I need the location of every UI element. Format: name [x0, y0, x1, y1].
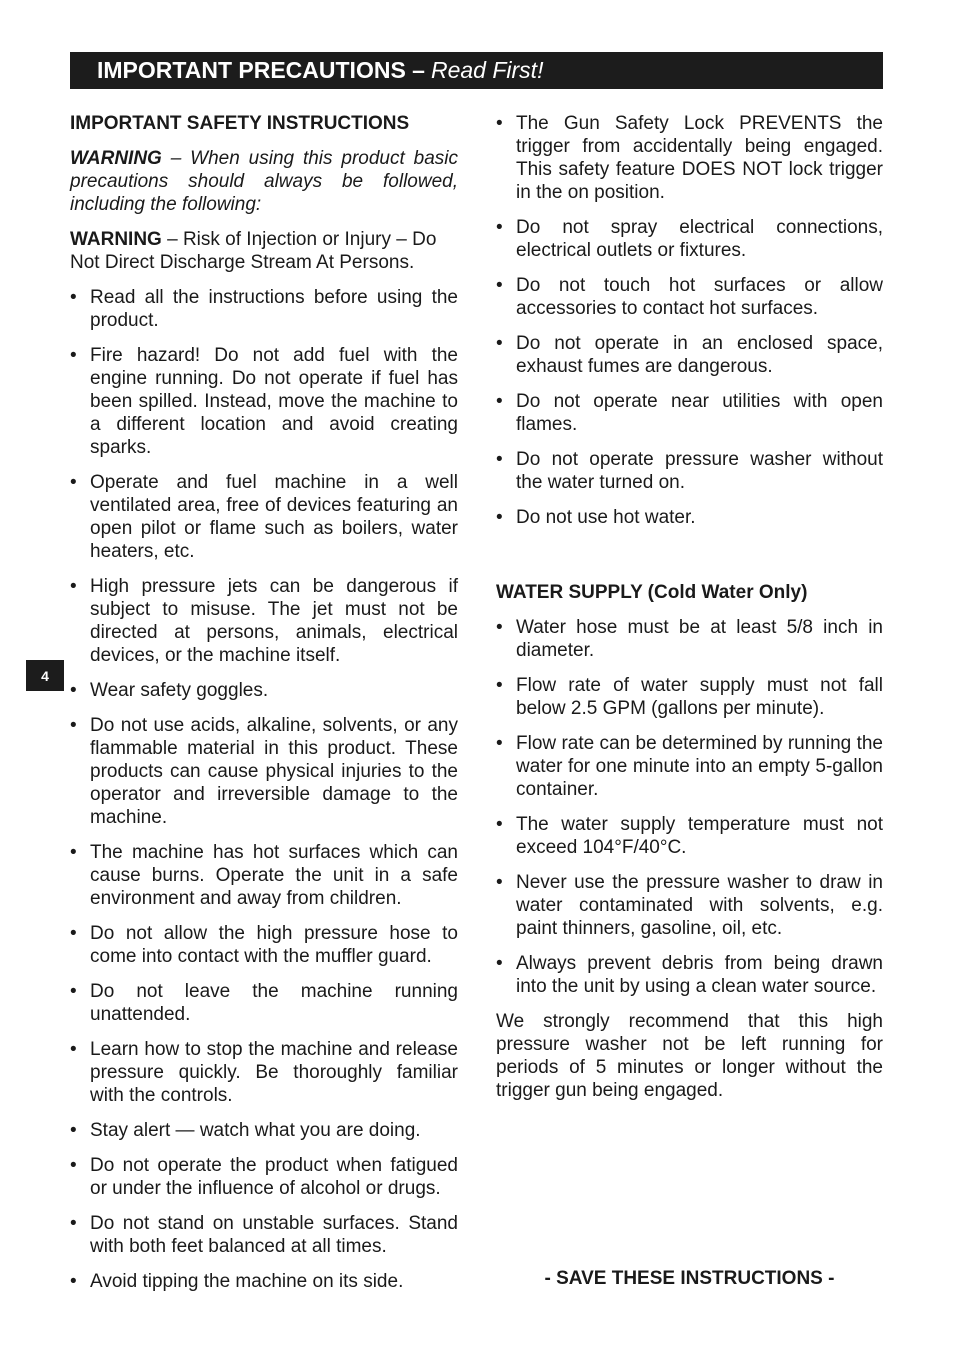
list-item: • High pressure jets can be dangerous if subject to misuse. The jet must not be directed at persons, animals, electrical devices, or the machine itself. — [70, 575, 458, 667]
warning-label: WARNING — [70, 148, 162, 169]
water-supply-heading: WATER SUPPLY (Cold Water Only) — [496, 582, 808, 603]
save-instructions-footer: - SAVE THESE INSTRUCTIONS - — [544, 1268, 835, 1289]
list-item: • The water supply temperature must not exceed 104°F/40°C. — [496, 813, 883, 859]
list-item: • Do not operate pressure washer without the water turned on. — [496, 448, 883, 494]
list-item: • The machine has hot surfaces which can cause burns. Operate the unit in a safe environment and away from children. — [70, 841, 458, 910]
warning-general — [70, 147, 458, 216]
right-column — [496, 112, 883, 1102]
list-item: • Never use the pressure washer to draw in water contaminated with solvents, e.g. paint thinners, gasoline, oil, etc. — [496, 871, 883, 940]
list-item: • Learn how to stop the machine and release pressure quickly. Be thoroughly familiar with the controls. — [70, 1038, 458, 1107]
warning-label: WARNING — [70, 229, 162, 250]
list-item: • Do not allow the high pressure hose to come into contact with the muffler guard. — [70, 922, 458, 968]
list-item: • Do not use hot water. — [496, 506, 883, 529]
warning-text: – When using this product basic precautions should always be followed, including the following: — [70, 148, 458, 215]
list-item: • Avoid tipping the machine on its side. — [70, 1270, 458, 1293]
list-item: • Do not operate near utilities with open flames. — [496, 390, 883, 436]
left-column — [70, 112, 458, 1305]
page-number: 4 — [41, 667, 49, 684]
safety-list-continued — [496, 112, 883, 529]
list-item: • Do not operate in an enclosed space, exhaust fumes are dangerous. — [496, 332, 883, 378]
warning-injection — [70, 228, 458, 274]
list-item: • Operate and fuel machine in a well ventilated area, free of devices featuring an open pilot or flame such as boilers, water heaters, etc. — [70, 471, 458, 563]
list-item: • Do not use acids, alkaline, solvents, or any flammable material in this product. These products can cause physical injuries to the operator and irreversible damage to the machine. — [70, 714, 458, 829]
page-header — [70, 52, 883, 89]
list-item: • Do not stand on unstable surfaces. Stand with both feet balanced at all times. — [70, 1212, 458, 1258]
recommendation-paragraph: We strongly recommend that this high pressure washer not be left running for periods of 5 minutes or longer without the trigger gun being engaged. — [496, 1011, 883, 1101]
list-item: • Read all the instructions before using the product. — [70, 286, 458, 332]
list-item: • Wear safety goggles. — [70, 679, 458, 702]
warning-text: – Risk of Injection or Injury – Do Not Direct Discharge Stream At Persons. — [70, 229, 437, 273]
list-item: • Flow rate can be determined by running the water for one minute into an empty 5-gallon container. — [496, 732, 883, 801]
header-subtitle: Read First! — [430, 57, 544, 83]
section-spacer — [496, 541, 883, 581]
list-item: • Do not leave the machine running unattended. — [70, 980, 458, 1026]
safety-heading: IMPORTANT SAFETY INSTRUCTIONS — [70, 113, 410, 134]
list-item: • Stay alert — watch what you are doing. — [70, 1119, 458, 1142]
list-item: • Fire hazard! Do not add fuel with the engine running. Do not operate if fuel has been spilled. Instead, move the machine to a different location and avoid creating sparks. — [70, 344, 458, 459]
header-title: IMPORTANT PRECAUTIONS – — [97, 57, 425, 83]
safety-list — [70, 286, 458, 1293]
list-item: • Flow rate of water supply must not fall below 2.5 GPM (gallons per minute). — [496, 674, 883, 720]
list-item: • Always prevent debris from being drawn into the unit by using a clean water source. — [496, 952, 883, 998]
list-item: • Water hose must be at least 5/8 inch in diameter. — [496, 616, 883, 662]
page-number-tab — [26, 660, 64, 691]
list-item: • Do not spray electrical connections, electrical outlets or fixtures. — [496, 216, 883, 262]
water-supply-list — [496, 616, 883, 998]
list-item: • Do not operate the product when fatigued or under the influence of alcohol or drugs. — [70, 1154, 458, 1200]
list-item: • The Gun Safety Lock PREVENTS the trigger from accidentally being engaged. This safety feature DOES NOT lock trigger in the on position. — [496, 112, 883, 204]
list-item: • Do not touch hot surfaces or allow accessories to contact hot surfaces. — [496, 274, 883, 320]
